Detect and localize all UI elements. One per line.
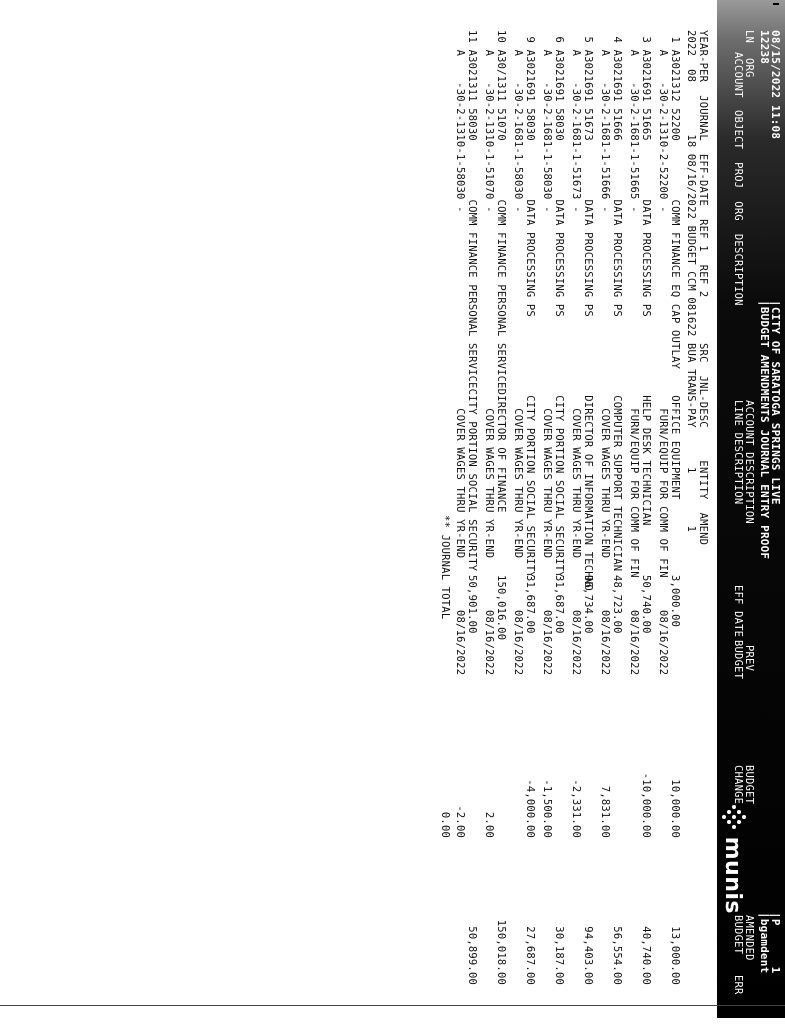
amended-budget: 30,187.00 [553, 926, 565, 985]
col-budget-change-1: BUDGET [743, 765, 755, 805]
amended-budget: 56,554.00 [611, 926, 623, 985]
col-object-proj: OBJECT PROJ ORG DESCRIPTION [732, 110, 744, 306]
budget-change: -2,331.00 [570, 779, 582, 838]
line-account-detail: A -30-2-1310-1-51070 - COVER WAGES THRU YR-END [483, 30, 495, 559]
amended-budget: 13,000.00 [669, 926, 681, 985]
journal-total-value: 0.00 [439, 811, 451, 838]
col-prev: PREV [743, 645, 755, 672]
eff-date: 08/16/2022 [628, 610, 640, 676]
amended-budget: 50,899.00 [466, 926, 478, 985]
eff-date: 08/16/2022 [483, 610, 495, 676]
amended-budget: 27,687.00 [524, 926, 536, 985]
line-account-detail: A -30-2-1681-1-58030 - COVER WAGES THRU YR-END [512, 30, 524, 559]
line-account-desc: 4 A3021691 51666 DATA PROCESSING PS COMPUTER SUPPORT TECHNICIAN [611, 30, 623, 572]
budget-change: 2.00 [483, 811, 495, 838]
amended-budget: 94,403.00 [582, 926, 594, 985]
col-account: ACCOUNT [732, 52, 744, 98]
journal-header-labels: YEAR-PER JOURNAL EFF-DATE REF 1 REF 2 SRC JNL-DESC ENTITY AMEND [697, 30, 709, 546]
munis-dots-icon [720, 805, 746, 831]
munis-logo-text: munis [720, 836, 746, 914]
journal-header-values: 2022 08 18 08/16/2022 BUDGET CCM 081622 BUA TRANS-PAY 1 1 [685, 30, 697, 533]
line-account-detail: A -30-2-1681-1-51673 - COVER WAGES THRU YR-END [570, 30, 582, 559]
line-account-desc: 1 A3021312 52200 COMM FINANCE EQ CAP OUTLAY OFFICE EQUIPMENT [669, 30, 681, 500]
budget-change: -10,000.00 [640, 772, 652, 838]
eff-date: 08/16/2022 [657, 610, 669, 676]
budget-change: 10,000.00 [669, 779, 681, 838]
line-account-detail: A -30-2-1681-1-51665 - FURN/EQUIP FOR COMM OF FIN [628, 30, 640, 578]
col-eff-date: EFF DATE [732, 585, 744, 638]
line-account-desc: 10 A30/1311 51070 COMM FINANCE PERSONAL SERVICEDIRECTOR OF FINANCE [495, 30, 507, 513]
budget-change: -1,500.00 [541, 779, 553, 838]
prev-budget: 31,687.00 [524, 575, 536, 634]
line-account-desc: 11 A3021311 58030 COMM FINANCE PERSONAL SERVICECITY PORTION SOCIAL SECURITY [466, 30, 478, 572]
col-budget: BUDGET [732, 640, 744, 680]
col-line-description: LINE DESCRIPTION [732, 400, 744, 505]
report-datetime: 08/15/2022 11:08 [769, 30, 782, 140]
budget-change: -4,000.00 [524, 779, 536, 838]
prev-budget: 31,687.00 [553, 575, 565, 634]
prev-budget: 3,000.00 [669, 575, 681, 628]
line-account-desc: 9 A3021691 58030 DATA PROCESSING PS CITY PORTION SOCIAL SECURITY [524, 30, 536, 578]
report-org-title: |CITY OF SARATOGA SPRINGS LIVE [769, 300, 782, 505]
program-name: |bgamdent [758, 912, 771, 974]
line-account-detail: A -30-2-1681-1-51666 - COVER WAGES THRU YR-END [599, 30, 611, 559]
col-budget-change-2: CHANGE [732, 765, 744, 805]
eff-date: 08/16/2022 [570, 610, 582, 676]
prev-budget: 150,016.00 [495, 575, 507, 641]
col-account-description: ACCOUNT DESCRIPTION [743, 400, 755, 524]
eff-date: 08/16/2022 [541, 610, 553, 676]
prev-budget: 50,901.00 [466, 575, 478, 634]
line-account-desc: 6 A3021691 58030 DATA PROCESSING PS CITY PORTION SOCIAL SECURITY [553, 30, 565, 578]
eff-date: 08/16/2022 [454, 610, 466, 676]
budget-change: -2.00 [454, 805, 466, 838]
prev-budget: 50,740.00 [640, 575, 652, 634]
amended-budget: 40,740.00 [640, 926, 652, 985]
line-account-detail: A -30-2-1310-1-58030 - COVER WAGES THRU YR-END [454, 30, 466, 559]
col-org: ORG [743, 58, 755, 78]
scan-edge [0, 1018, 785, 1024]
col-amended-1: AMENDED [743, 915, 755, 961]
page-number: |P 1 [769, 912, 782, 974]
col-ln: LN [743, 30, 755, 44]
scan-edge-line [0, 1005, 785, 1006]
line-account-desc: 5 A3021691 51673 DATA PROCESSING PS DIRECTOR OF INFORMATION TECHNO [582, 30, 594, 591]
prev-budget: 48,723.00 [611, 575, 623, 634]
line-account-detail: A -30-2-1681-1-58030 - COVER WAGES THRU YR-END [541, 30, 553, 559]
munis-logo [717, 805, 749, 914]
report-user: 12238 [758, 30, 771, 65]
scan-speck [773, 3, 779, 5]
line-account-desc: 3 A3021691 51665 DATA PROCESSING PS HELP DESK TECHNICIAN [640, 30, 652, 526]
prev-budget: 96,734.00 [582, 575, 594, 634]
report-header-band [717, 0, 785, 1024]
col-amended-2: BUDGET [732, 915, 744, 955]
eff-date: 08/16/2022 [599, 610, 611, 676]
amended-budget: 150,018.00 [495, 919, 507, 985]
line-account-detail: A -30-2-1310-2-52200 - FURN/EQUIP FOR COMM OF FIN [657, 30, 669, 578]
journal-total-label: ** JOURNAL TOTAL [439, 515, 451, 620]
budget-change: 7,831.00 [599, 785, 611, 838]
col-err: ERR [732, 975, 744, 995]
report-title: |BUDGET AMENDMENTS JOURNAL ENTRY PROOF [758, 300, 771, 560]
eff-date: 08/16/2022 [512, 610, 524, 676]
